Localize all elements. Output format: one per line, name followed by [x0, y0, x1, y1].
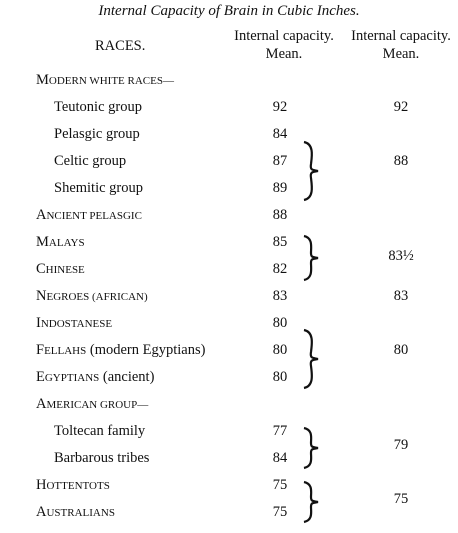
value-celtic-group: 87: [272, 153, 288, 169]
group-mean-header: [347, 27, 455, 63]
row-label-american-group: AMERICAN GROUP—: [36, 396, 149, 412]
row-label-barbarous-tribes: Barbarous tribes: [54, 450, 150, 466]
value-hottentots: 75: [272, 477, 288, 493]
brace-modern-white-races: [300, 140, 322, 202]
capacity-header-line2: Mean.: [265, 46, 303, 62]
value-teutonic-group: 92: [272, 99, 288, 115]
value-egyptians-ancient: 80: [272, 369, 288, 385]
races-header: RACES.: [95, 38, 146, 54]
row-label-negroes-african: NEGROES (AFRICAN): [36, 288, 148, 304]
row-label-egyptians-ancient: EGYPTIANS (ancient): [36, 369, 155, 385]
group-mean-header-line2: Mean.: [382, 46, 420, 62]
group-mean-celtic-shemitic: 88: [393, 153, 409, 169]
brace-hottentots-australians: [300, 480, 322, 524]
capacity-header-line1: Internal capacity.: [234, 28, 334, 44]
value-ancient-pelasgic: 88: [272, 207, 288, 223]
value-australians: 75: [272, 504, 288, 520]
group-mean-negroes: 83: [393, 288, 409, 304]
value-malays: 85: [272, 234, 288, 250]
value-fellahs: 80: [272, 342, 288, 358]
row-label-malays: MALAYS: [36, 234, 85, 250]
row-label-toltecan-family: Toltecan family: [54, 423, 146, 439]
group-mean-header-line1: Internal capacity.: [351, 28, 451, 44]
group-mean-teutonic: 92: [393, 99, 409, 115]
row-label-hottentots: HOTTENTOTS: [36, 477, 110, 493]
row-label-indostanese: INDOSTANESE: [36, 315, 113, 331]
value-shemitic-group: 89: [272, 180, 288, 196]
row-label-teutonic-group: Teutonic group: [54, 99, 142, 115]
brace-american-group: [300, 426, 322, 470]
value-indostanese: 80: [272, 315, 288, 331]
capacity-header: [228, 27, 340, 63]
value-pelasgic-group: 84: [272, 126, 288, 142]
value-toltecan-family: 77: [272, 423, 288, 439]
group-mean-hottentots-australians: 75: [393, 491, 409, 507]
brace-indostanese-egyptians: [300, 328, 322, 390]
value-negroes-african: 83: [272, 288, 288, 304]
row-label-pelasgic-group: Pelasgic group: [54, 126, 140, 142]
group-mean-indostanese-egyptians: 80: [393, 342, 409, 358]
table-caption: Internal Capacity of Brain in Cubic Inches.: [98, 3, 360, 19]
group-mean-malays-chinese: 83½: [388, 248, 414, 264]
brace-malays-chinese: [300, 234, 322, 282]
row-label-celtic-group: Celtic group: [54, 153, 127, 169]
row-label-ancient-pelasgic: ANCIENT PELASGIC: [36, 207, 142, 223]
row-label-australians: AUSTRALIANS: [36, 504, 115, 520]
value-chinese: 82: [272, 261, 288, 277]
group-mean-american-group: 79: [393, 437, 409, 453]
value-barbarous-tribes: 84: [272, 450, 288, 466]
row-label-shemitic-group: Shemitic group: [54, 180, 144, 196]
row-label-modern-white-races: MODERN WHITE RACES—: [36, 72, 174, 88]
row-label-fellahs: FELLAHS (modern Egyptians): [36, 342, 206, 358]
row-label-chinese: CHINESE: [36, 261, 85, 277]
